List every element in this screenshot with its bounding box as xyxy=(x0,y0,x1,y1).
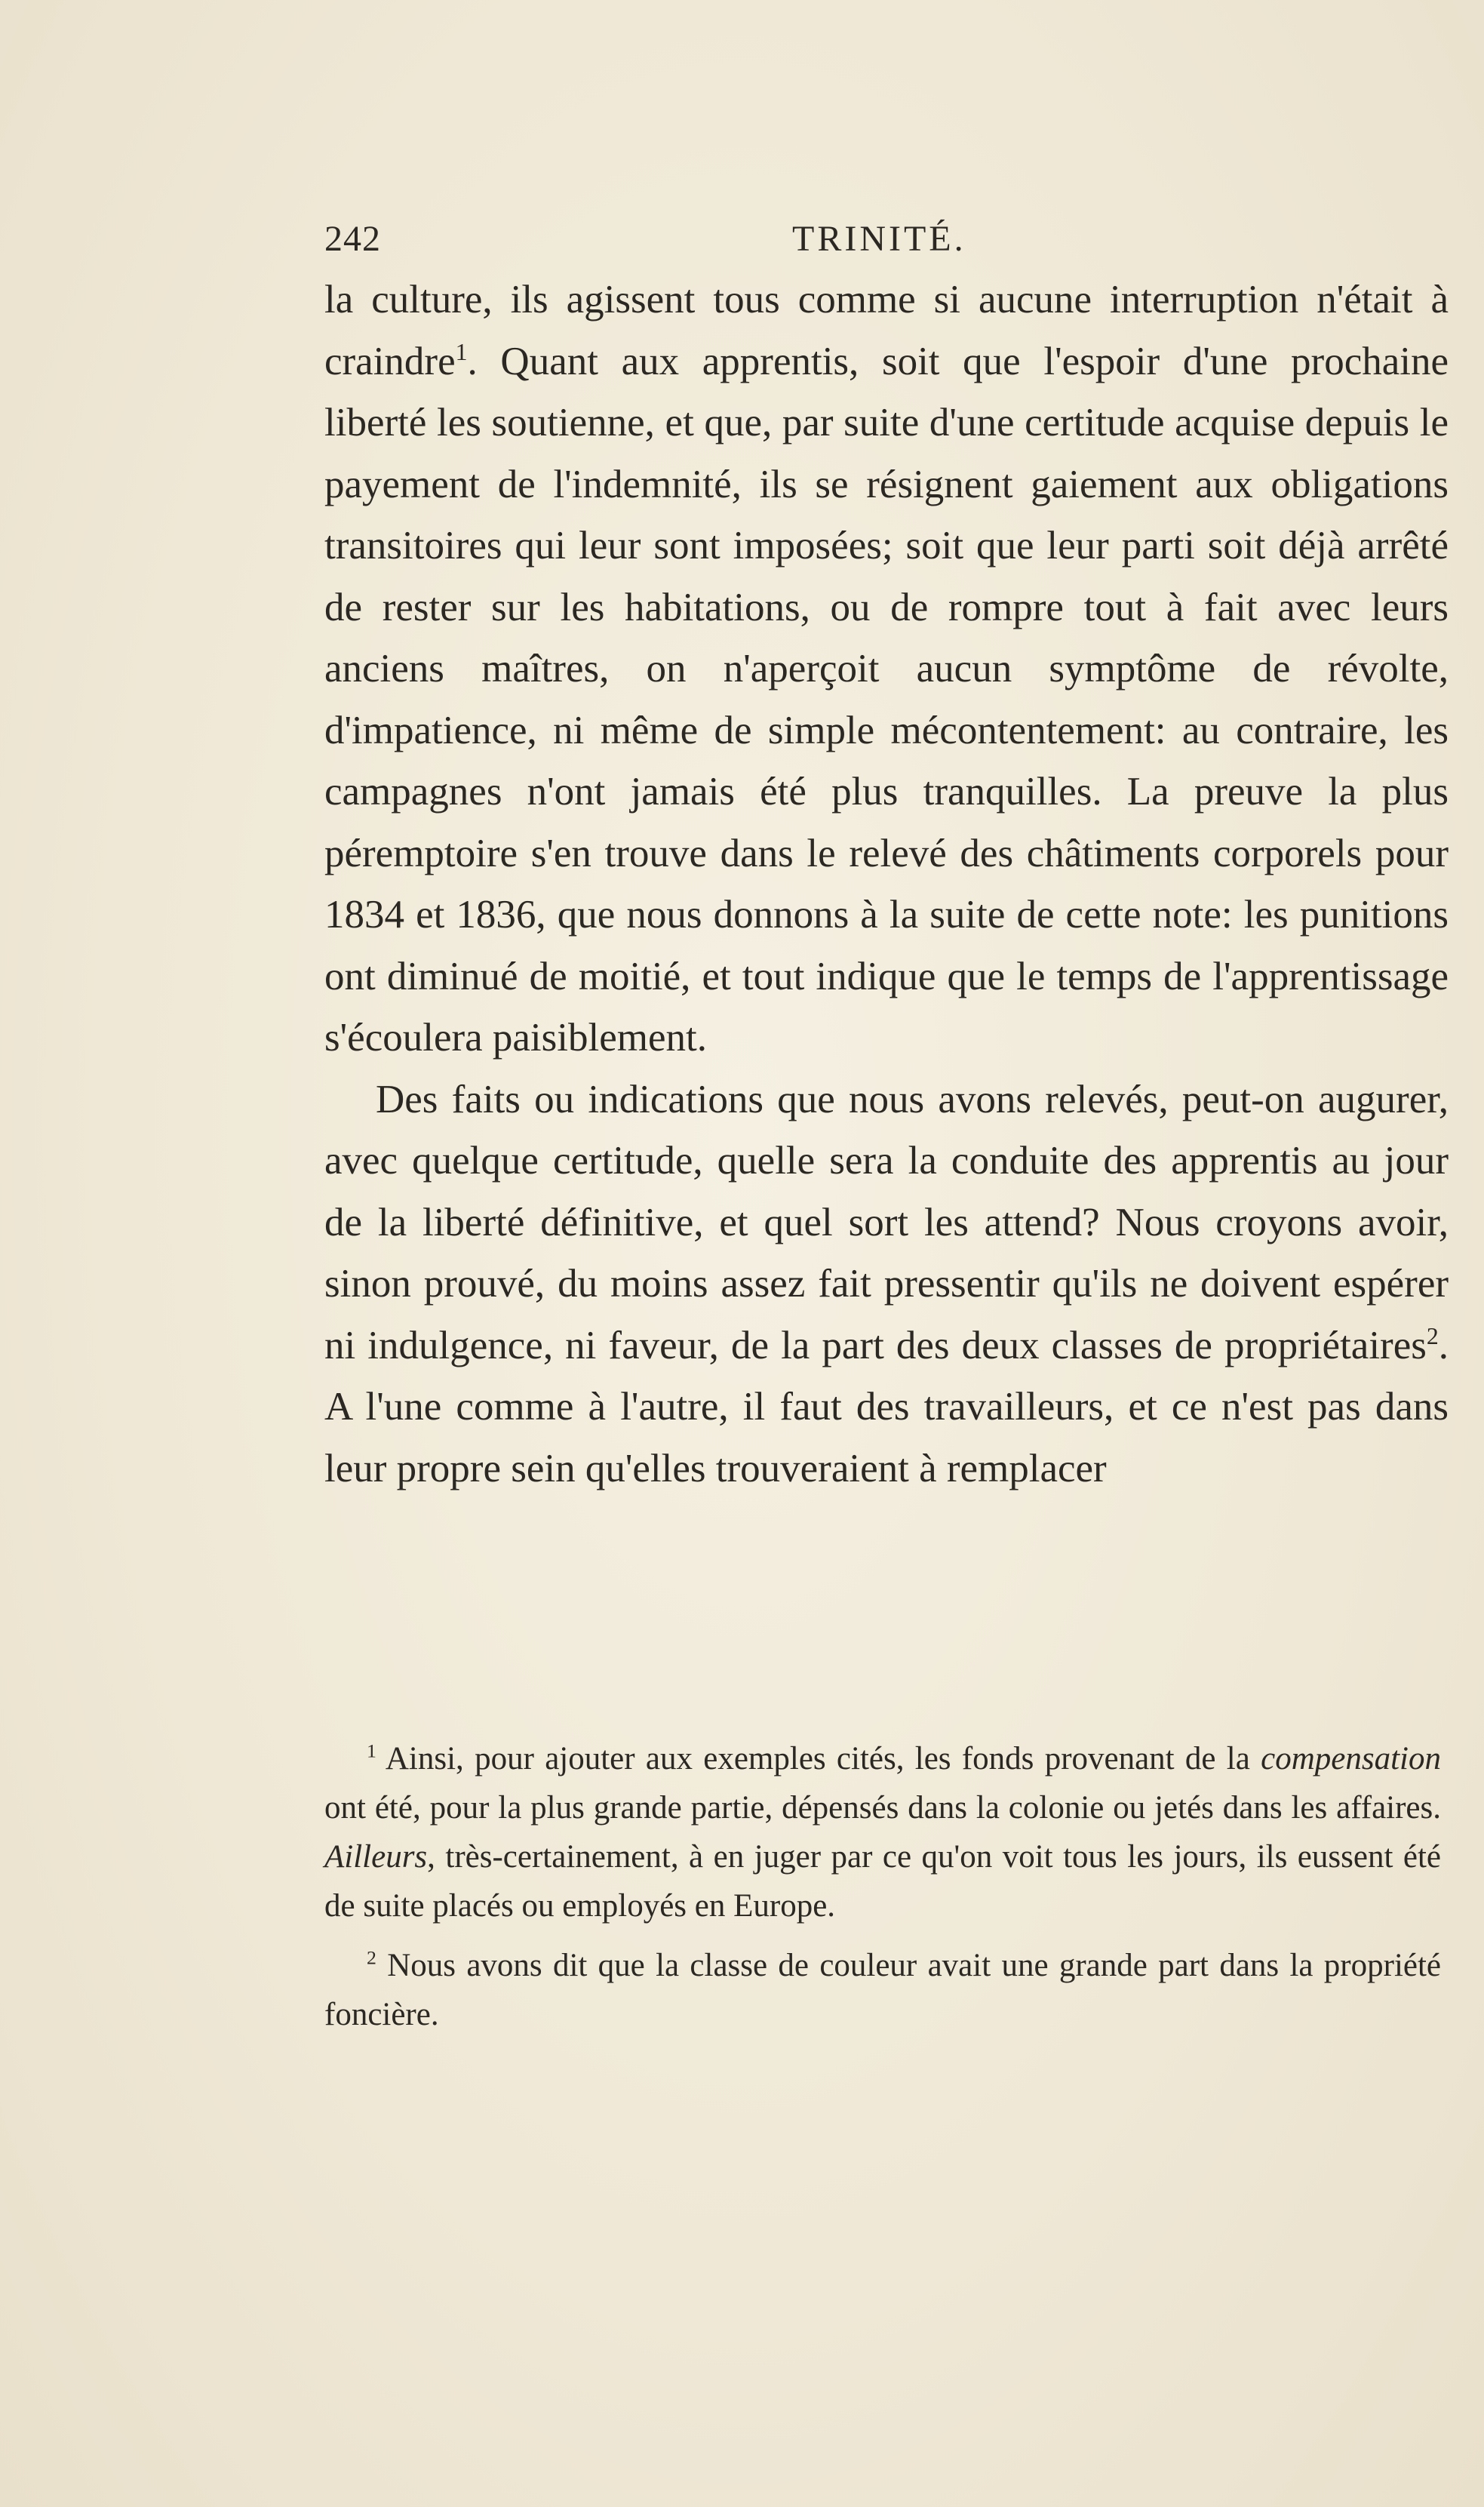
footnote-2 xyxy=(324,1941,1441,2039)
footnote-1-italic-ailleurs: Ailleurs xyxy=(324,1839,428,1875)
paragraph-1-text-a: la culture, ils agissent tous comme si aucune interruption n'était à craindre xyxy=(324,278,1449,383)
footnote-1-text-c: ont été, pour la plus grande partie, dépensés dans la colonie ou jetés dans les affaires. xyxy=(324,1790,1441,1826)
running-head: TRINITÉ. xyxy=(792,219,966,259)
paragraph-1-text-b: . Quant aux apprentis, soit que l'espoir d'une prochaine liberté les soutienne, et que, par suite d'une certitude acquise depuis le payement de l'indemnité, ils se résignent gaiement aux obligations transitoires qui leur sont imposées; soit que leur parti soit déjà arrêté de rester sur les habitations, ou de rompre tout à fait avec leurs anciens maîtres, on n'aperçoit aucun symptôme de révolte, d'impatience, ni même de simple mécontentement: au contraire, les campagnes n'ont jamais été plus tranquilles. La preuve la plus péremptoire s'en trouve dans le relevé des châtiments corporels pour 1834 et 1836, que nous donnons à la suite de cette note: les punitions ont diminué de moitié, et tout indique que le temps de l'apprentissage s'écoulera paisiblement. xyxy=(324,339,1449,1060)
page-header xyxy=(324,213,1449,266)
page-number: 242 xyxy=(324,219,381,259)
footnote-1-italic-compensation: compensation xyxy=(1261,1741,1441,1776)
footnote-1-text-e: , très-certainement, à en juger par ce qu'on voit tous les jours, ils eussent été de suite placés ou employés en Europe. xyxy=(324,1839,1441,1924)
footnote-2-text: Nous avons dit que la classe de couleur avait une grande part dans la propriété foncière. xyxy=(324,1948,1442,2032)
footnote-1 xyxy=(324,1734,1441,1930)
footnote-1-text-a: Ainsi, pour ajouter aux exemples cités, les fonds provenant de la xyxy=(385,1741,1261,1776)
footnote-ref-1: 1 xyxy=(455,338,468,365)
footnote-ref-2: 2 xyxy=(1426,1322,1439,1349)
footnotes xyxy=(324,1734,1441,2050)
footnote-2-mark: 2 xyxy=(367,1946,376,1969)
footnote-1-mark: 1 xyxy=(367,1740,376,1762)
paragraph-2-text-b: . A l'une comme à l'autre, il faut des travailleurs, et ce n'est pas dans leur propre sein qu'elles trouveraient à remplacer xyxy=(324,1323,1449,1490)
paragraph-2-text-a: Des faits ou indications que nous avons relevés, peut-on augurer, avec quelque certitude, quelle sera la conduite des apprentis au jour de la liberté définitive, et quel sort les attend? Nous croyons avoir, sinon prouvé, du moins assez fait pressentir qu'ils ne doivent espérer ni indulgence, ni faveur, de la part des deux classes de propriétaires xyxy=(324,1077,1449,1367)
paragraph-1 xyxy=(324,269,1449,1069)
main-text xyxy=(324,269,1449,1500)
paragraph-2 xyxy=(324,1069,1449,1500)
